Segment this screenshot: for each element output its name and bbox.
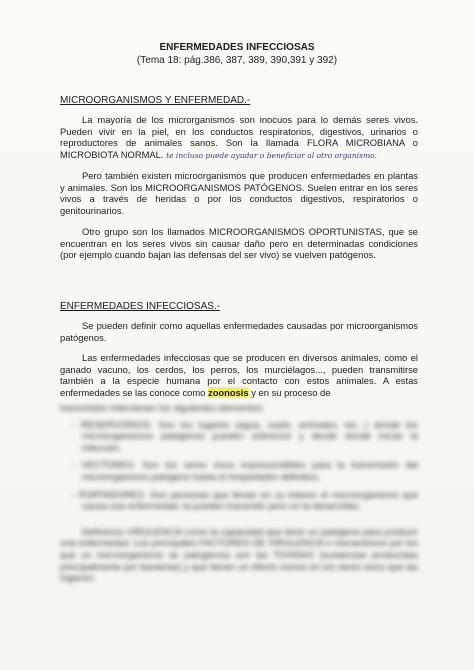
blurred-bullet-vectores: - VECTORES: Son los seres vivos imprescindibles para la transmisión del microorganismo patógeno hasta el hospedador definitivo.	[72, 459, 418, 482]
document-subtitle: (Tema 18: pág.386, 387, 389, 390,391 y 392)	[136, 55, 338, 66]
section-heading-text: MICROORGANISMOS Y ENFERMEDAD.-	[60, 95, 251, 106]
paragraph-oportunistas	[60, 226, 418, 261]
paragraph-zoonosis	[60, 352, 418, 398]
paragraph-definicion	[60, 320, 418, 343]
paragraph-text: Se pueden definir como aquellas enfermedades causadas por microorganismos patógenos.	[60, 320, 418, 343]
blurred-content	[60, 402, 418, 584]
paragraph-text: Las enfermedades infecciosas que se producen en diversos animales, como el ganado vacuno, los cerdos, los perros, los murciélagos..., pueden transmitirse también a la especie humana por el contacto con estos animales. A estas enfermedades se las conoce como	[60, 352, 418, 398]
handwritten-note: te incluso puede ayudar o beneficiar al otro organismo.	[166, 150, 377, 160]
paragraph-text: Pero también existen microorganismos que producen enfermedades en plantas y animales. Son los MICROORGANISMOS PATÓGENOS. Suelen entrar en los seres vivos a través de heridas o por los conductos digestivos, respiratorios o genitourinarios.	[60, 170, 418, 216]
blurred-paragraph-virulencia: Definimos VIRULENCIA como la capacidad que tiene un patógeno para producir una enfermedad. Los principales FACTORES DE VIRULENCIA o mecanismos por los que un microorganismo se patogeniza son las TOXINAS (sustancias producidas principalmente por bacterias) y que tienen un efecto nocivo en los seres vivos que las ingieren.	[60, 525, 418, 584]
section-heading-microorganismos	[60, 95, 250, 106]
blurred-bullet-reservorios: - RESERVORIOS: Son los lugares (agua, suelo, animales, etc...) donde los microorganismos patógenos pueden sobrevivir y desde donde iniciar la infección.	[72, 418, 418, 453]
document-title: ENFERMEDADES INFECCIOSAS	[159, 42, 315, 53]
zoonosis-term: zoonosis	[208, 386, 249, 398]
blurred-line: transmisión intervienen los siguientes elementos:	[60, 402, 265, 413]
paragraph-patogenos	[60, 170, 418, 216]
paragraph-text-end: y en su proceso de	[248, 386, 331, 398]
section-heading-text: ENFERMEDADES INFECCIOSAS.-	[60, 301, 221, 312]
section-heading-enfermedades	[60, 301, 220, 312]
paragraph-flora-microbiana	[60, 114, 418, 161]
paragraph-text: Otro grupo son los llamados MICROORGANISMOS OPORTUNISTAS, que se encuentran en los seres vivos sin causar daño pero en determinadas condiciones (por ejemplo cuando bajan las defensas del ser vivo) se vuelven patógenos.	[60, 226, 418, 261]
blurred-bullet-portadores: - PORTADORES: Son personas que llevan en su interior el microorganismo que causa una enfermedad, la pueden transmitir pero no la desarrollan.	[72, 488, 418, 512]
paragraph-text: La mayoría de los microrganismos son inocuos para lo demás seres vivos. Pueden vivir en la piel, en los conductos respiratorios, digestivos, urinarios o reproductores de animales sanos. Son la llamada FLORA MICROBIANA o MICROBIOTA NORMAL.	[60, 114, 418, 160]
